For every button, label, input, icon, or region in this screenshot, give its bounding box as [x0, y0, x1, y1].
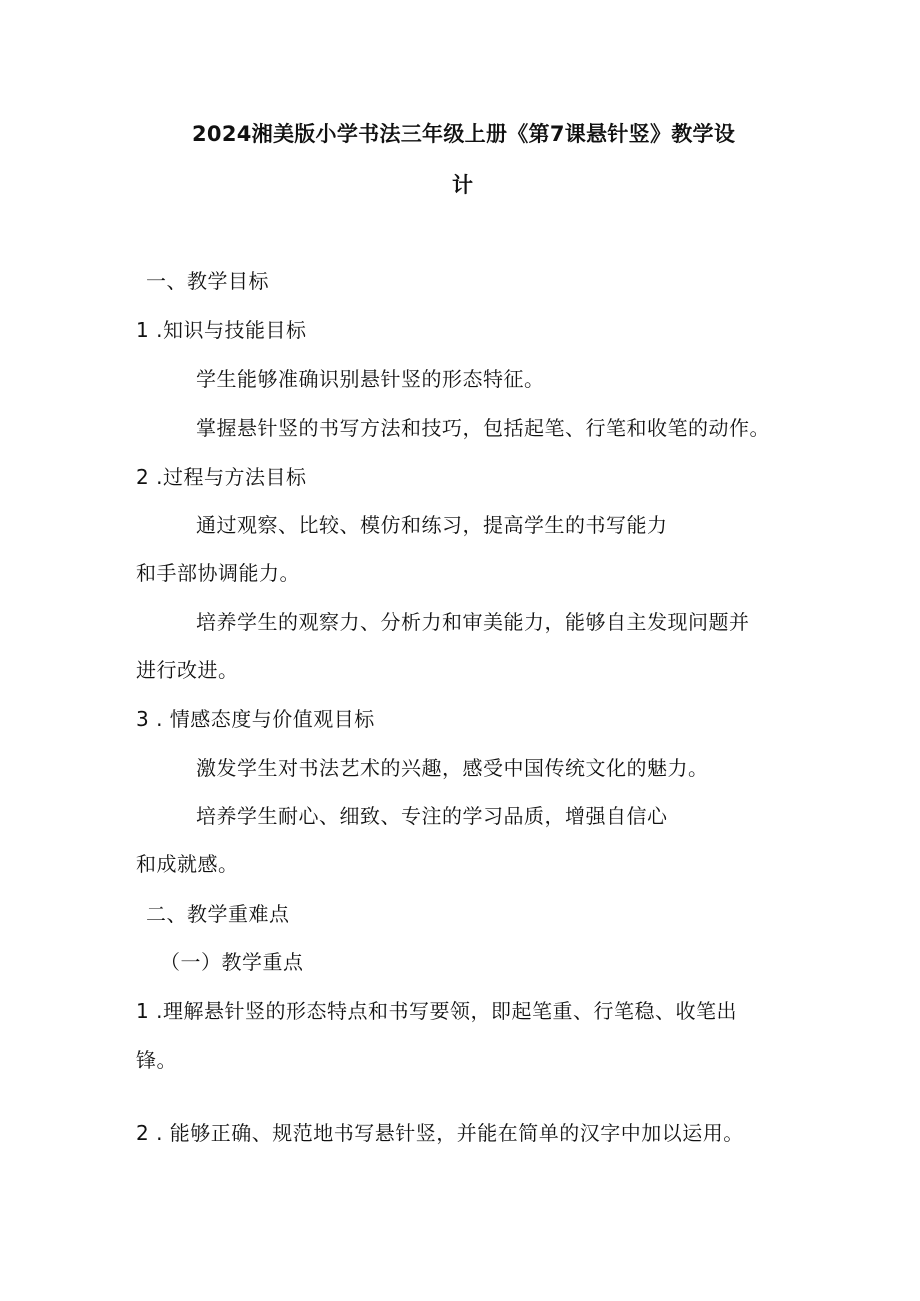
- section-heading-teaching-goals: 一、教学目标: [146, 269, 269, 293]
- section-heading-key-difficult-points: 二、教学重难点: [146, 902, 290, 926]
- paragraph: 学生能够准确识别悬针竖的形态特征。: [196, 367, 545, 391]
- paragraph: 培养学生耐心、细致、专注的学习品质，增强自信心: [196, 804, 668, 828]
- paragraph-continuation: 进行改进。: [136, 658, 239, 682]
- list-item: 2 . 能够正确、规范地书写悬针竖，并能在简单的汉字中加以运用。: [136, 1121, 744, 1145]
- list-item-continuation: 锋。: [136, 1048, 177, 1072]
- paragraph: 掌握悬针竖的书写方法和技巧，包括起笔、行笔和收笔的动作。: [196, 416, 770, 440]
- item-heading-process-methods: 2 .过程与方法目标: [136, 465, 307, 489]
- item-heading-knowledge-skills: 1 .知识与技能目标: [136, 318, 307, 342]
- paragraph-continuation: 和手部协调能力。: [136, 561, 300, 585]
- document-title-line-1: 2024湘美版小学书法三年级上册《第7课悬针竖》教学设: [192, 122, 736, 146]
- subsection-heading-key-points: （一）教学重点: [160, 950, 304, 974]
- paragraph: 激发学生对书法艺术的兴趣，感受中国传统文化的魅力。: [196, 756, 709, 780]
- paragraph: 通过观察、比较、模仿和练习，提高学生的书写能力: [196, 513, 668, 537]
- paragraph-continuation: 和成就感。: [136, 852, 239, 876]
- document-title-line-2: 计: [452, 173, 474, 197]
- list-item: 1 .理解悬针竖的形态特点和书写要领，即起笔重、行笔稳、收笔出: [136, 999, 737, 1023]
- item-heading-emotion-values: 3 . 情感态度与价值观目标: [136, 707, 375, 731]
- paragraph: 培养学生的观察力、分析力和审美能力，能够自主发现问题并: [196, 610, 750, 634]
